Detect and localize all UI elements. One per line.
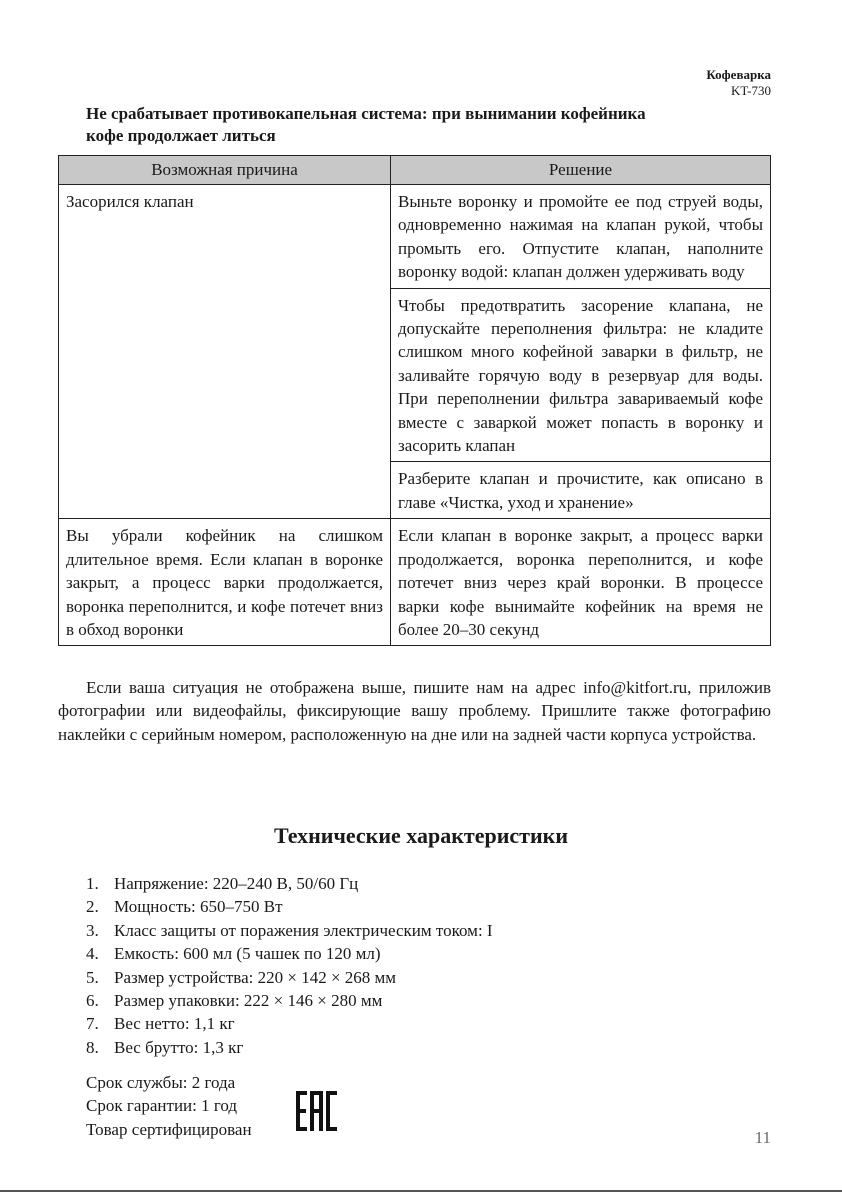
list-item-number: 3. <box>86 920 99 940</box>
certification-note: Товар сертифицирован <box>86 1119 252 1139</box>
list-item-text: Вес брутто: 1,3 кг <box>114 1037 244 1057</box>
list-item-number: 2. <box>86 897 99 917</box>
list-item <box>86 1036 493 1059</box>
model-number: KT-730 <box>731 83 771 98</box>
service-info <box>86 1071 252 1141</box>
column-header-cause: Возможная причина <box>59 156 391 185</box>
page-bottom-rule <box>0 1190 842 1192</box>
list-item <box>86 895 493 918</box>
specs-list <box>86 872 493 1059</box>
eac-certification-icon <box>296 1091 338 1131</box>
list-item <box>86 919 493 942</box>
table-row <box>59 185 771 289</box>
list-item-number: 7. <box>86 1014 99 1034</box>
solution-cell: Разберите клапан и прочистите, как описано в главе «Чистка, уход и хранение» <box>391 462 771 519</box>
troubleshooting-table <box>58 155 771 646</box>
list-item-number: 6. <box>86 991 99 1011</box>
warranty-period: Срок гарантии: 1 год <box>86 1096 238 1116</box>
cause-cell: Вы убрали кофейник на слишком длительное время. Если клапан в воронке закрыт, а процесс варки продолжается, воронка переполнится, и кофе потечет вниз в обход воронки <box>59 519 391 646</box>
list-item <box>86 989 493 1012</box>
list-item-number: 1. <box>86 874 99 893</box>
page-number: 11 <box>754 1128 771 1147</box>
list-item-text: Размер устройства: 220 × 142 × 268 мм <box>114 967 397 987</box>
product-name: Кофеварка <box>706 67 771 82</box>
list-item-number: 4. <box>86 944 99 964</box>
list-item-text: Класс защиты от поражения электрическим током: I <box>114 920 493 940</box>
solution-cell: Чтобы предотвратить засорение клапана, не допускайте переполнения фильтра: не кладите слишком много кофейной заварки в фильтр, не заливайте горячую воду в резервуар для воды. При переполнении фильтра завариваемый кофе вместе с заваркой может попасть в воронку и засорить клапан <box>391 288 771 462</box>
list-item-text: Вес нетто: 1,1 кг <box>114 1014 235 1034</box>
list-item <box>86 872 493 895</box>
solution-cell: Выньте воронку и промойте ее под струей воды, одновременно нажимая на клапан рукой, чтобы промыть его. Отпустите клапан, наполните воронку водой: клапан должен удерживать воду <box>391 185 771 289</box>
list-item-number: 8. <box>86 1037 99 1057</box>
document-header <box>706 67 771 99</box>
column-header-solution: Решение <box>391 156 771 185</box>
specs-title: Технические характеристики <box>273 823 569 848</box>
contact-paragraph: Если ваша ситуация не отображена выше, пишите нам на адрес info@kitfort.ru, приложив фотографии или видеофайлы, фиксирующие вашу проблему. Пришлите также фотографию наклейки с серийным номером, расположенную на дне или на задней части корпуса устройства. <box>58 678 771 744</box>
list-item <box>86 942 493 965</box>
list-item-text: Емкость: 600 мл (5 чашек по 120 мл) <box>114 944 381 964</box>
cause-cell: Засорился клапан <box>59 185 391 519</box>
service-life: Срок службы: 2 года <box>86 1073 236 1092</box>
list-item-text: Размер упаковки: 222 × 146 × 280 мм <box>114 991 383 1011</box>
list-item-text: Напряжение: 220–240 В, 50/60 Гц <box>114 874 359 893</box>
list-item <box>86 1012 493 1035</box>
solution-cell: Если клапан в воронке закрыт, а процесс варки продолжается, воронка переполнится, и кофе потечет вниз через край воронки. В процессе варки кофе вынимайте кофейник на время не более 20–30 секунд <box>391 519 771 646</box>
list-item <box>86 966 493 989</box>
list-item-text: Мощность: 650–750 Вт <box>114 897 283 917</box>
list-item-number: 5. <box>86 967 99 987</box>
problem-heading: Не срабатывает противокапельная система: при вынимании кофейника кофе продолжает литься <box>86 104 646 145</box>
table-header-row <box>59 156 771 185</box>
table-row <box>59 519 771 646</box>
